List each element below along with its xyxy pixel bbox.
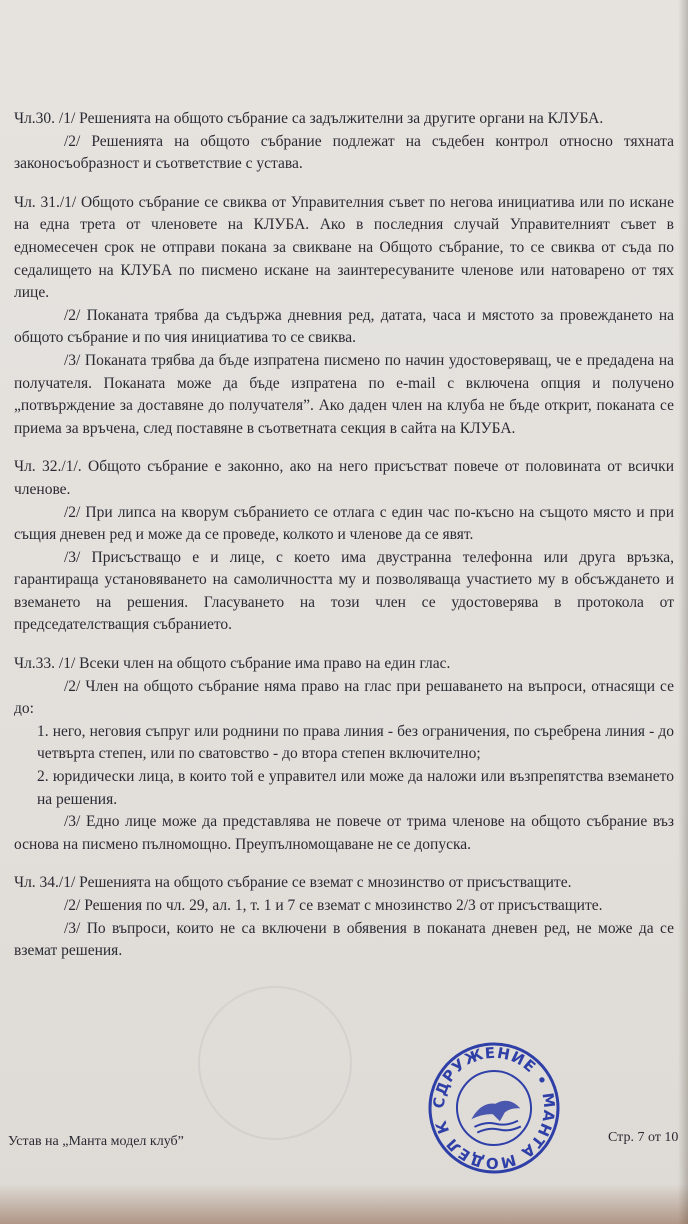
article-paragraph: /3/ Едно лице може да представлява не повече от трима членове на общото събрание въз основа на писмено пълномощно. Преупълномощаване не се допуска. xyxy=(14,813,674,853)
article-paragraph: /3/ Поканата трябва да бъде изпратена писмено по начин удостоверяващ, че е предадена на получателя. Поканата може да бъде изпратена по e-mail с включена опция и получено „потвърждение за доставяне до получателя”. Ако даден член на клуба не бъде открит, поканата се приема за връчена, след поставяне в съответната секция в сайта на КЛУБА. xyxy=(14,351,674,437)
article-paragraph: Чл.33. /1/ Всеки член на общото събрание има право на един глас. xyxy=(14,655,451,673)
article-paragraph: /2/ Поканата трябва да съдържа дневния ред, датата, часа и мястото за провеждането на общото събрание и по чия инициатива то се свиква. xyxy=(14,306,674,347)
footer-page-number: Стр. 7 от 10 xyxy=(608,1130,679,1145)
paragraph-gap xyxy=(14,176,674,192)
article-paragraph: /3/ По въпроси, които не са включени в обявения в поканата дневен ред, не може да се вземат решения. xyxy=(14,919,674,960)
page-edge-shadow xyxy=(678,0,688,1224)
document-body xyxy=(14,108,674,963)
article-paragraph: Чл. 32./1/. Общото събрание е законно, ако на него присъстват повече от половината от всички членове. xyxy=(14,458,674,498)
page-bottom-shadow xyxy=(0,1184,688,1224)
article-paragraph: Чл. 34./1/ Решенията на общото събрание се вземат с мнозинство от присъстващите. xyxy=(14,874,572,892)
stamp-ray-emblem xyxy=(469,1099,523,1135)
svg-text:СДРУЖЕНИЕ • МАНТА МОДЕЛ КЛУБ •: СДРУЖЕНИЕ • МАНТА МОДЕЛ КЛУБ xyxy=(429,1043,559,1173)
paragraph-gap xyxy=(14,440,674,456)
article-paragraph: /3/ Присъстващо е и лице, с което има двустранна телефонна или друга връзка, гарантираща установяването на самоличността му и позволяваща участието му в обсъждането и вземането на решения. Гласуването на този член се удостоверява в протокола от председателстващия събранието. xyxy=(14,548,674,634)
article-paragraph: Чл. 31./1/ Общото събрание се свиква от Управителния съвет по негова инициатива или по искане на една трета от членовете на КЛУБА. Ако в последния случай Управителният съвет в едномесечен срок не отправи покана за свикване на Общото събрание, то се свиква от съда по седалището на КЛУБА по писмено искане на заинтересуваните членове или натоварено от тях лице. xyxy=(14,193,674,302)
article-paragraph: /2/ Решения по чл. 29, ал. 1, т. 1 и 7 се вземат с мнозинство 2/3 от присъстващите. xyxy=(64,897,603,914)
article-paragraph: /2/ Решенията на общото събрание подлежат на съдебен контрол относно тяхната законосъобразност и съответствие с устава. xyxy=(14,132,674,173)
article-paragraph: 1. него, неговия съпруг или роднини по права линия - без ограничения, по съребрена линия - до четвърта степен, или по сватовство - до втора степен включително; xyxy=(37,722,674,763)
footer-document-title: Устав на „Манта модел клуб” xyxy=(8,1134,184,1149)
article-paragraph: /2/ Член на общото събрание няма право на глас при решаването на въпроси, отнасящи се до: xyxy=(14,677,674,718)
paragraph-gap xyxy=(14,637,674,653)
article-paragraph: 2. юридически лица, в които той е управител или може да наложи или възпрепятства вземането на решения. xyxy=(37,768,674,808)
faint-stamp-imprint xyxy=(198,986,352,1140)
article-paragraph: Чл.30. /1/ Решенията на общото събрание са задължителни за другите органи на КЛУБА. xyxy=(14,110,604,127)
article-paragraph: /2/ При липса на кворум събранието се отлага с един час по-късно на същото място и при същия дневен ред и може да се проведе, колкото и членове да се явят. xyxy=(14,503,674,544)
club-stamp xyxy=(426,1040,562,1176)
paragraph-gap xyxy=(14,856,674,872)
